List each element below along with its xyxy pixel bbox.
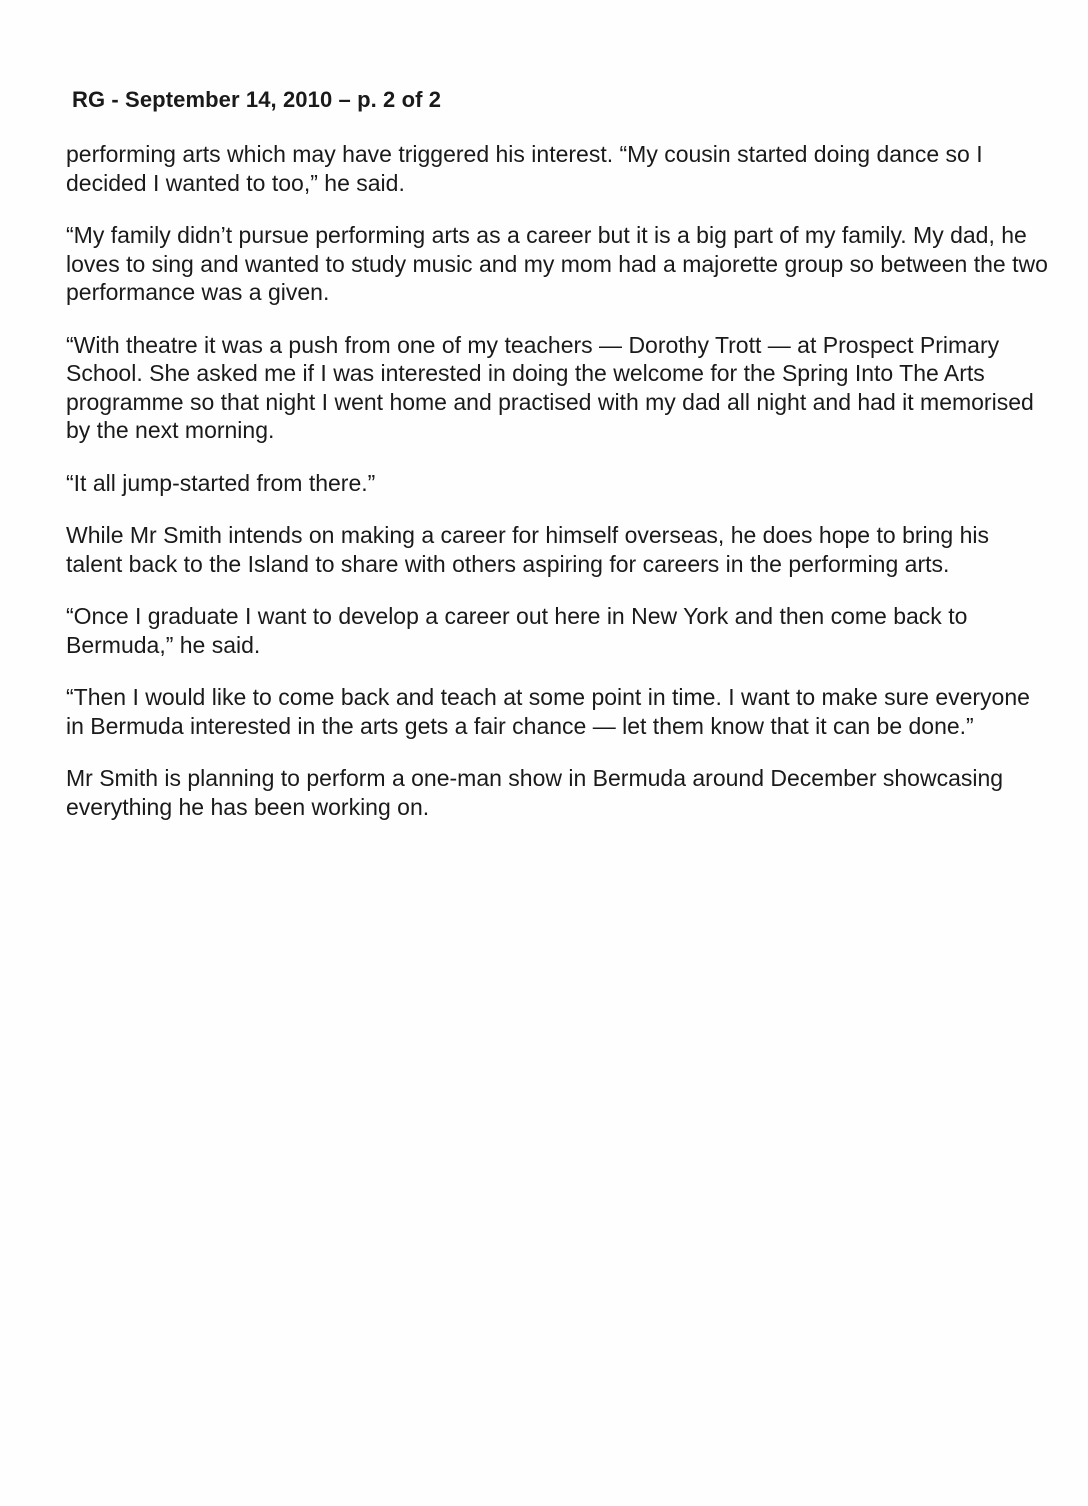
paragraph-6: “Once I graduate I want to develop a career out here in New York and then come back to Bermuda,” he said.	[66, 603, 968, 658]
paragraph-7: “Then I would like to come back and teach at some point in time. I want to make sure everyone in Bermuda interested in the arts gets a fair chance — let them know that it can be done.”	[66, 684, 1030, 739]
article-body	[66, 140, 1051, 821]
paragraph-1: performing arts which may have triggered his interest. “My cousin started doing dance so I decided I wanted to too,” he said.	[66, 141, 983, 196]
page-header: RG - September 14, 2010 – p. 2 of 2	[72, 87, 442, 112]
paragraph-4: “It all jump-started from there.”	[66, 469, 376, 496]
paragraph-5: While Mr Smith intends on making a career for himself overseas, he does hope to bring his talent back to the Island to share with others aspiring for careers in the performing arts.	[66, 522, 989, 577]
paragraph-3: “With theatre it was a push from one of my teachers — Dorothy Trott — at Prospect Primary School. She asked me if I was interested in doing the welcome for the Spring Into The Arts programme so that night I went home and practised with my dad all night and had it memorised by the next morning.	[66, 331, 1034, 443]
paragraph-2: “My family didn’t pursue performing arts as a career but it is a big part of my family. My dad, he loves to sing and wanted to study music and my mom had a majorette group so between the two performance was a given.	[66, 222, 1048, 305]
paragraph-8: Mr Smith is planning to perform a one-man show in Bermuda around December showcasing everything he has been working on.	[66, 765, 1004, 820]
